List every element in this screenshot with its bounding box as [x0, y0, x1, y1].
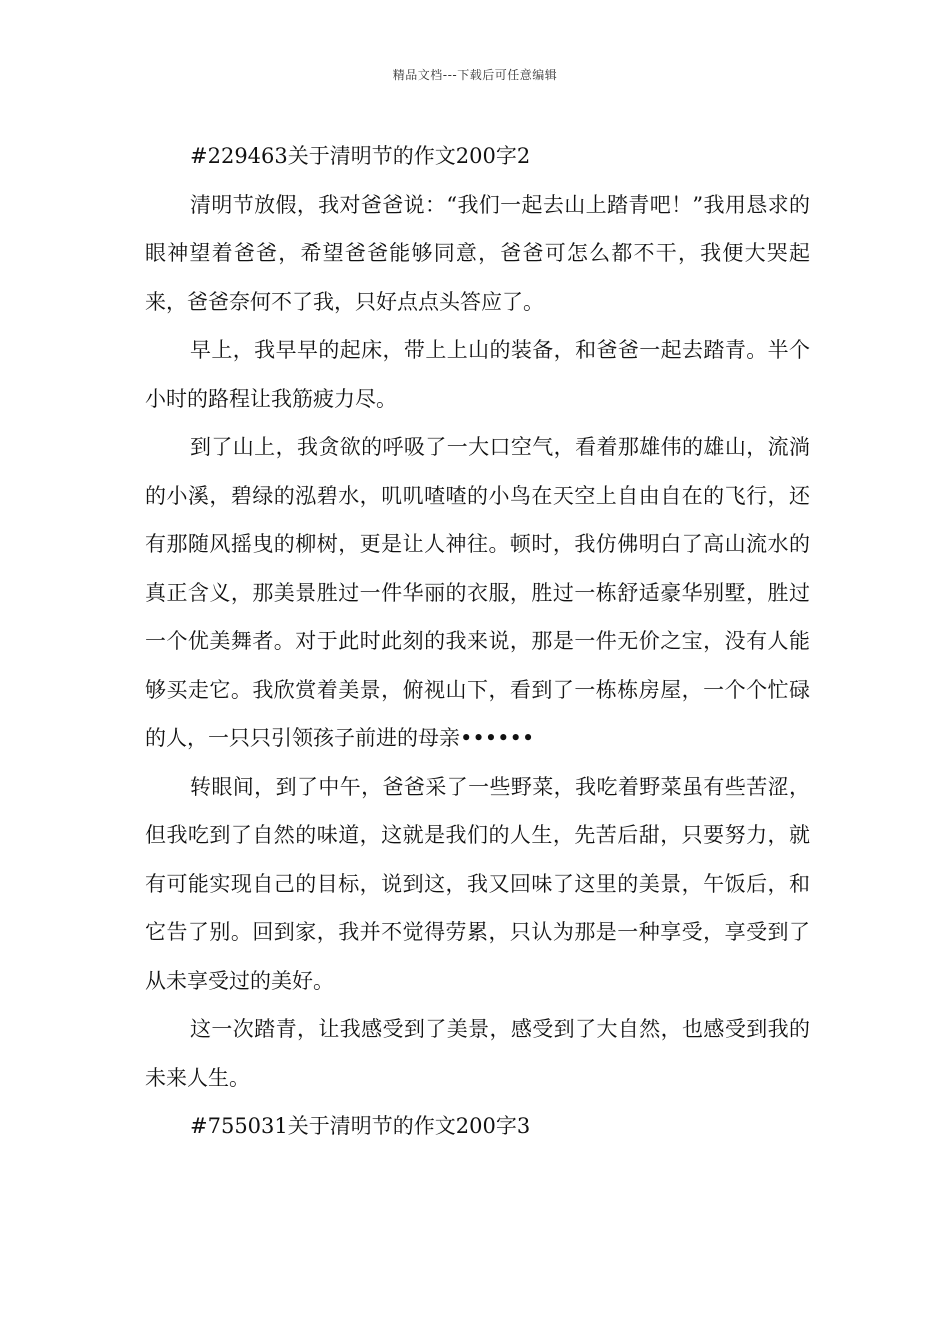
essay-heading-3: #755031关于清明节的作文200字3 — [190, 1114, 531, 1138]
header-note: 精品文档---下载后可任意编辑 — [392, 68, 558, 82]
document-body — [145, 132, 810, 1151]
essay-heading-2: #229463关于清明节的作文200字2 — [190, 144, 531, 168]
paragraph-5: 这一次踏青，让我感受到了美景，感受到了大自然，也感受到我的未来人生。 — [145, 1017, 810, 1090]
paragraph-2: 早上，我早早的起床，带上上山的装备，和爸爸一起去踏青。半个小时的路程让我筋疲力尽。 — [145, 338, 810, 411]
paragraph-4: 转眼间，到了中午，爸爸采了一些野菜，我吃着野菜虽有些苦涩，但我吃到了自然的味道，这就是我们的人生，先苦后甜，只要努力，就有可能实现自己的目标，说到这，我又回味了这里的美景，午饭后，和它告了别。回到家，我并不觉得劳累，只认为那是一种享受，享受到了从未享受过的美好。 — [145, 774, 810, 993]
paragraph-3: 到了山上，我贪欲的呼吸了一大口空气，看着那雄伟的雄山，流淌的小溪，碧绿的泓碧水，叽叽喳喳的小鸟在天空上自由自在的飞行，还有那随风摇曳的柳树，更是让人神往。顿时，我仿佛明白了高山流水的真正含义，那美景胜过一件华丽的衣服，胜过一栋舒适豪华别墅，胜过一个优美舞者。对于此时此刻的我来说，那是一件无价之宝，没有人能够买走它。我欣赏着美景，俯视山下，看到了一栋栋房屋，一个个忙碌的人，一只只引领孩子前进的母亲•••••• — [145, 435, 810, 750]
paragraph-1: 清明节放假，我对爸爸说：“我们一起去山上踏青吧！”我用恳求的眼神望着爸爸，希望爸爸能够同意，爸爸可怎么都不干，我便大哭起来，爸爸奈何不了我，只好点点头答应了。 — [145, 192, 810, 314]
